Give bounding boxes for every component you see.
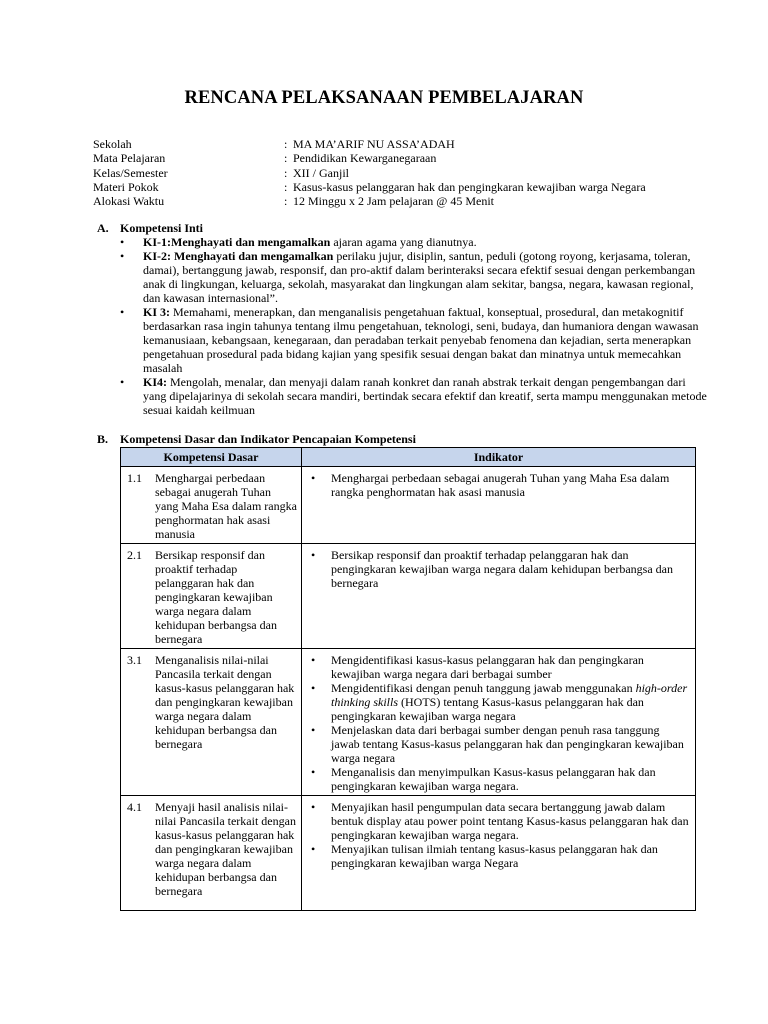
identity-block [93, 137, 713, 208]
ki-item [120, 235, 707, 249]
ki-text: Memahami, menerapkan, dan menganalisis pengetahuan faktual, konseptual, prosedural, dan metakognitif berdasarkan rasa ingin tahunya tentang ilmu pengetahuan, teknologi, seni, budaya, dan humaniora dengan wawasan kemanusiaan, kebangsaan, kenegaraan, dan peradaban terkait penyebab fenomena dan kejadian, serta menerapkan pengetahuan prosedural pada bidang kajian yang spesifik sesuai dengan bakat dan minatnya untuk memecahkan masalah [143, 305, 699, 376]
info-row-mata-pelajaran [93, 151, 713, 165]
ki-list [120, 235, 707, 417]
table-row [121, 796, 696, 911]
info-label: Kelas/Semester [93, 165, 168, 180]
info-value: Kasus-kasus pelanggaran hak dan pengingkaran kewajiban warga Negara [293, 179, 646, 194]
indicator-text: Menyajikan hasil pengumpulan data secara bertanggung jawab dalam bentuk display atau power point tentang Kasus-kasus pelanggaran hak dan pengingkaran kewajiban warga negara. [331, 800, 689, 842]
ki-label: KI-2: Menghayati dan mengamalkan [143, 249, 334, 264]
ki-item [120, 375, 707, 417]
bullet: • [311, 842, 316, 856]
table-row [121, 649, 696, 796]
bullet: • [311, 723, 316, 737]
indicator-text: Mengidentifikasi kasus-kasus pelanggaran hak dan pengingkaran kewajiban warga negara dari berbagai sumber [331, 653, 644, 681]
column-header-kompetensi-dasar: Kompetensi Dasar [121, 448, 302, 467]
ki-text: Mengolah, menalar, dan menyaji dalam ranah konkret dan ranah abstrak terkait dengan pengembangan dari yang dipelajarinya di sekolah secara mandiri, bertindak secara efektif dan kreatif, serta mampu menggunakan metode sesuai kaidah keilmuan [143, 375, 707, 418]
ki-label: KI4: [143, 375, 167, 390]
indicator-item [308, 653, 691, 681]
info-value: XII / Ganjil [293, 165, 349, 180]
info-label: Mata Pelajaran [93, 151, 166, 166]
indicator-item [308, 800, 691, 842]
bullet: • [311, 681, 316, 695]
info-row-sekolah [93, 137, 713, 151]
table-header-row [121, 448, 696, 467]
kd-number: 1.1 [127, 471, 142, 485]
ki-label: KI 3: [143, 305, 170, 320]
bullet: • [311, 653, 316, 667]
table-row [121, 467, 696, 544]
info-row-materi-pokok [93, 180, 713, 194]
bullet: • [311, 548, 316, 562]
indicator-item [308, 723, 691, 765]
indicator-text: Menganalisis dan menyimpulkan Kasus-kasus pelanggaran hak dan pengingkaran kewajiban warga negara. [331, 765, 656, 793]
indicator-text: Menjelaskan data dari berbagai sumber dengan penuh rasa tanggung jawab tentang Kasus-kasus pelanggaran hak dan pengingkaran kewajiban warga negara [331, 723, 684, 765]
bullet: • [311, 800, 316, 814]
info-row-kelas-semester [93, 166, 713, 180]
section-kompetensi-inti [97, 221, 707, 417]
indicator-list [308, 653, 691, 793]
kd-number: 2.1 [127, 548, 142, 562]
section-letter: B. [97, 432, 109, 446]
kd-text: Bersikap responsif dan proaktif terhadap pelanggaran hak dan pengingkaran kewajiban warga negara dalam kehidupan berbangsa dan bernegara [155, 548, 277, 646]
ki-item [120, 249, 707, 305]
indicator-item [308, 842, 691, 870]
bullet: • [120, 305, 125, 320]
section-heading [97, 432, 707, 446]
kd-text: Menyaji hasil analisis nilai-nilai Pancasila terkait dengan kasus-kasus pelanggaran hak dan pengingkaran kewajiban warga negara dalam kehidupan berbangsa dan bernegara [155, 800, 296, 898]
info-colon: : [284, 194, 288, 209]
bullet: • [120, 249, 125, 264]
ki-item [120, 305, 707, 375]
kd-cell [121, 544, 302, 649]
indicator-cell [302, 649, 696, 796]
kd-cell [121, 649, 302, 796]
info-colon: : [284, 179, 288, 194]
indicator-item [308, 471, 691, 499]
indicator-list [308, 800, 691, 870]
bullet: • [120, 235, 125, 250]
section-title: Kompetensi Inti [120, 221, 204, 235]
section-heading [97, 221, 707, 235]
bullet: • [311, 765, 316, 779]
kd-cell [121, 467, 302, 544]
indicator-cell [302, 544, 696, 649]
table-row [121, 544, 696, 649]
indicator-cell [302, 796, 696, 911]
info-label: Materi Pokok [93, 179, 159, 194]
indicator-text: Menyajikan tulisan ilmiah tentang kasus-kasus pelanggaran hak dan pengingkaran kewajiban warga Negara [331, 842, 658, 870]
document-title: RENCANA PELAKSANAAN PEMBELAJARAN [184, 88, 584, 108]
info-colon: : [284, 165, 288, 180]
kd-number: 3.1 [127, 653, 142, 667]
kd-number: 4.1 [127, 800, 142, 814]
indicator-item [308, 681, 691, 723]
indicator-text: (HOTS) tentang Kasus-kasus pelanggaran hak dan pengingkaran kewajiban warga negara [331, 695, 644, 723]
info-colon: : [284, 151, 288, 166]
section-kompetensi-dasar [97, 432, 707, 446]
info-value: Pendidikan Kewarganegaraan [293, 151, 437, 166]
kd-text: Menghargai perbedaan sebagai anugerah Tuhan yang Maha Esa dalam rangka penghormatan hak asasi manusia [155, 471, 297, 541]
info-row-alokasi-waktu [93, 194, 713, 208]
indicator-italic-term: high-order thinking skills [331, 681, 688, 709]
info-label: Sekolah [93, 137, 132, 151]
ki-text: ajaran agama yang dianutnya. [330, 235, 477, 250]
indicator-cell [302, 467, 696, 544]
kd-cell [121, 796, 302, 911]
indicator-text: Mengidentifikasi dengan penuh tanggung jawab menggunakan [331, 681, 636, 695]
indicator-item [308, 765, 691, 793]
section-title: Kompetensi Dasar dan Indikator Pencapaian Kompetensi [120, 432, 416, 446]
kd-text: Menganalisis nilai-nilai Pancasila terkait dengan kasus-kasus pelanggaran hak dan pengingkaran kewajiban warga negara dalam kehidupan berbangsa dan bernegara [155, 653, 295, 751]
ki-label: KI-1:Menghayati dan mengamalkan [143, 235, 331, 250]
indicator-text: Bersikap responsif dan proaktif terhadap pelanggaran hak dan pengingkaran kewajiban warga negara dalam kehidupan berbangsa dan bernegara [331, 548, 673, 590]
bullet: • [311, 471, 316, 485]
indicator-list [308, 471, 691, 499]
ki-text: perilaku jujur, disiplin, santun, peduli (gotong royong, kerjasama, toleran, damai), bertanggung jawab, responsif, dan pro-aktif dalam berinteraksi secara efektif sesuai dengan perkembangan anak di lingkungan, keluarga, sekolah, masyarakat dan lingkungan alam sekitar, bangsa, negara, kawasan regional, dan kawasan internasional”. [143, 249, 696, 306]
info-value: MA MA’ARIF NU ASSA’ADAH [293, 137, 455, 151]
info-value: 12 Minggu x 2 Jam pelajaran @ 45 Menit [293, 194, 495, 209]
info-colon: : [284, 137, 288, 151]
indicator-item [308, 548, 691, 590]
section-letter: A. [97, 221, 109, 235]
indicator-text: Menghargai perbedaan sebagai anugerah Tuhan yang Maha Esa dalam rangka penghormatan hak asasi manusia [331, 471, 670, 499]
kd-indicator-table [120, 447, 696, 911]
bullet: • [120, 375, 125, 390]
info-label: Alokasi Waktu [93, 194, 165, 209]
indicator-list [308, 548, 691, 590]
column-header-indikator: Indikator [302, 448, 696, 467]
